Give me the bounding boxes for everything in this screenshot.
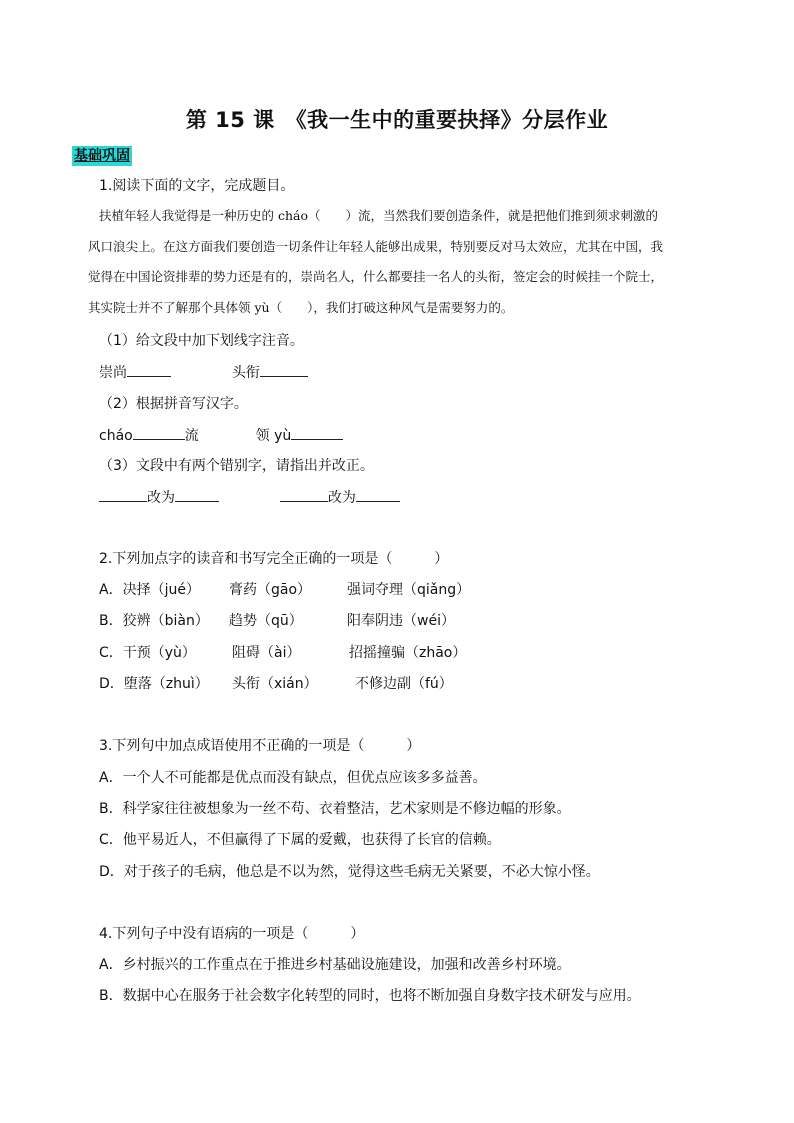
answer-blank[interactable] bbox=[291, 425, 343, 440]
q2-option-b-2: 趋势（qū） bbox=[229, 613, 303, 629]
q3-option-a[interactable]: A．一个人不可能都是优点而没有缺点，但优点应该多多益善。 bbox=[99, 770, 487, 786]
section-badge: 基础巩固 bbox=[74, 148, 130, 164]
q4-stem: 4.下列句子中没有语病的一项是（ ） bbox=[99, 926, 365, 942]
q1-sub2-pinyin-b: 领 yù bbox=[255, 428, 292, 444]
q2-stem: 2.下列加点字的读音和书写完全正确的一项是（ ） bbox=[99, 551, 449, 567]
q1-sub3: （3）文段中有两个错别字，请指出并改正。 bbox=[99, 458, 374, 474]
q1-sub2: （2）根据拼音写汉字。 bbox=[99, 396, 248, 412]
answer-blank[interactable] bbox=[175, 487, 219, 502]
answer-blank[interactable] bbox=[280, 487, 328, 502]
q1-sub1: （1）给文段中加下划线字注音。 bbox=[99, 333, 304, 349]
q1-passage-line-3: 觉得在中国论资排辈的势力还是有的，崇尚名人，什么都要挂一名人的头衔，签定会的时候挂一个院士， bbox=[88, 269, 664, 284]
q1-sub1-answers bbox=[99, 362, 308, 383]
q4-option-b[interactable]: B．数据中心在服务于社会数字化转型的同时，也将不断加强自身数字技术研发与应用。 bbox=[99, 988, 641, 1004]
q2-option-c-3: 招摇撞骗（zhāo） bbox=[349, 645, 467, 661]
q3-option-d[interactable]: D．对于孩子的毛病，他总是不以为然，觉得这些毛病无关紧要，不必大惊小怪。 bbox=[99, 864, 600, 880]
q1-sub2-answers bbox=[99, 425, 343, 446]
q2-option-d-3: 不修边副（fú） bbox=[355, 676, 453, 692]
q2-option-d-2: 头衔（xián） bbox=[232, 676, 318, 692]
answer-blank[interactable] bbox=[99, 487, 147, 502]
q1-sub1-word-b: 头衔 bbox=[231, 365, 260, 381]
q1-sub2-pinyin-a: cháo bbox=[99, 428, 133, 444]
q2-option-b-1: B．狡辨（biàn） bbox=[99, 613, 209, 629]
q2-option-c-2: 阻碍（ài） bbox=[232, 645, 301, 661]
q2-option-a-2: 膏药（gāo） bbox=[229, 582, 312, 598]
answer-blank[interactable] bbox=[133, 425, 185, 440]
q1-sub3-mid-b: 改为 bbox=[327, 490, 356, 506]
q1-sub3-mid-a: 改为 bbox=[147, 490, 175, 506]
q4-option-a[interactable]: A．乡村振兴的工作重点在于推进乡村基础设施建设，加强和改善乡村环境。 bbox=[99, 957, 571, 973]
q1-sub2-suffix-a: 流 bbox=[184, 428, 199, 444]
q1-sub3-answers bbox=[99, 487, 400, 508]
q2-option-a-3: 强词夺理（qiǎng） bbox=[347, 582, 471, 598]
q3-stem: 3.下列句中加点成语使用不正确的一项是（ ） bbox=[99, 738, 421, 754]
answer-blank[interactable] bbox=[356, 487, 400, 502]
page-title: 第 15 课 《我一生中的重要抉择》分层作业 bbox=[185, 108, 609, 132]
q2-option-a-1: A．决择（jué） bbox=[99, 582, 200, 598]
q2-option-c-1: C．干预（yù） bbox=[99, 645, 196, 661]
q1-passage-line-1: 扶植年轻人我觉得是一种历史的 cháo（ ）流，当然我们要创造条件，就是把他们推到须求刺激的 bbox=[99, 208, 659, 223]
q2-option-b-3: 阳奉阴违（wéi） bbox=[347, 613, 455, 629]
q3-option-b[interactable]: B．科学家往往被想象为一丝不苟、衣着整洁，艺术家则是不修边幅的形象。 bbox=[99, 801, 571, 817]
q1-passage-line-2: 风口浪尖上。在这方面我们要创造一切条件让年轻人能够出成果，特别要反对马太效应，尤其在中国，我 bbox=[88, 239, 664, 254]
answer-blank[interactable] bbox=[260, 362, 308, 377]
q3-option-c[interactable]: C．他平易近人，不但赢得了下属的爱戴，也获得了长官的信赖。 bbox=[99, 832, 501, 848]
q1-passage-line-4: 其实院士并不了解那个具体领 yù（ ），我们打破这种风气是需要努力的。 bbox=[88, 300, 514, 315]
answer-blank[interactable] bbox=[127, 362, 171, 377]
q1-stem: 1.阅读下面的文字，完成题目。 bbox=[99, 178, 295, 194]
q1-sub1-word-a: 崇尚 bbox=[99, 365, 127, 381]
q2-option-d-1: D．堕落（zhuì） bbox=[99, 676, 209, 692]
